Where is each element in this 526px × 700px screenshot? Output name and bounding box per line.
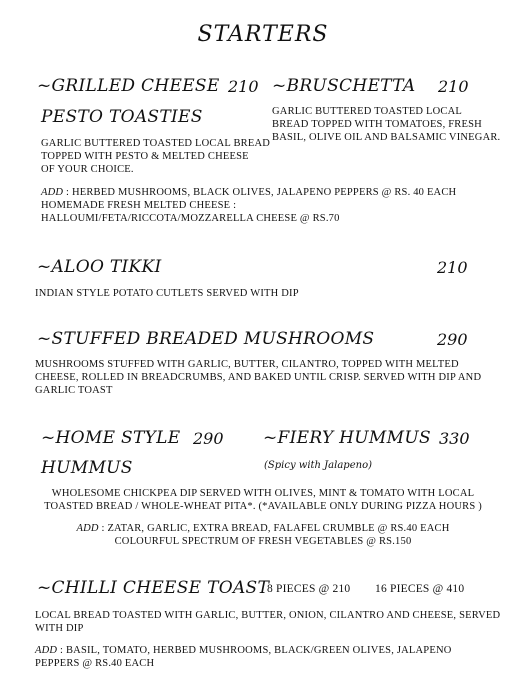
chilli-add-line2: PEPPERS @ RS.40 EACH bbox=[35, 658, 155, 669]
aloo-tikki-desc: INDIAN STYLE POTATO CUTLETS SERVED WITH DIP bbox=[35, 288, 299, 299]
grilled-add-line2: HOMEMADE FRESH MELTED CHEESE : bbox=[41, 200, 237, 211]
grilled-cheese-desc-2: TOPPED WITH PESTO & MELTED CHEESE bbox=[41, 151, 249, 162]
chilli-cheese-price-8: 8 PIECES @ 210 bbox=[267, 583, 351, 595]
home-hummus-name-line2: HUMMUS bbox=[41, 458, 133, 478]
bruschetta-desc-2: BREAD TOPPED WITH TOMATOES, FRESH bbox=[272, 119, 482, 130]
chilli-add-label: ADD bbox=[35, 645, 58, 656]
grilled-add-line1 bbox=[41, 186, 456, 199]
stuffed-mushrooms-price: 290 bbox=[437, 330, 468, 349]
menu-title: STARTERS bbox=[197, 22, 329, 47]
hummus-add-line2: COLOURFUL SPECTRUM OF FRESH VEGETABLES @ RS.150 bbox=[114, 536, 412, 547]
home-hummus-price: 290 bbox=[193, 429, 224, 448]
chilli-cheese-name: ~CHILLI CHEESE TOAST bbox=[37, 578, 270, 598]
hummus-add-text: : ZATAR, GARLIC, EXTRA BREAD, FALAFEL CRUMBLE @ RS.40 EACH bbox=[101, 523, 450, 534]
chilli-add-text: : BASIL, TOMATO, HERBED MUSHROOMS, BLACK/GREEN OLIVES, JALAPENO bbox=[60, 645, 452, 656]
fiery-hummus-note: (Spicy with Jalapeno) bbox=[264, 460, 372, 471]
bruschetta-name: ~BRUSCHETTA bbox=[272, 76, 416, 96]
aloo-tikki-name: ~ALOO TIKKI bbox=[37, 257, 162, 277]
home-hummus-name-line1: ~HOME STYLE bbox=[41, 428, 181, 448]
stuffed-mushrooms-desc-3: GARLIC TOAST bbox=[35, 385, 113, 396]
grilled-add-label: ADD bbox=[41, 187, 64, 198]
fiery-hummus-price: 330 bbox=[439, 429, 470, 448]
grilled-add-text: : HERBED MUSHROOMS, BLACK OLIVES, JALAPENO PEPPERS @ RS. 40 EACH bbox=[66, 187, 457, 198]
grilled-cheese-desc-1: GARLIC BUTTERED TOASTED LOCAL BREAD bbox=[41, 138, 271, 149]
chilli-add-line1 bbox=[35, 644, 452, 657]
stuffed-mushrooms-desc-1: MUSHROOMS STUFFED WITH GARLIC, BUTTER, CILANTRO, TOPPED WITH MELTED bbox=[35, 359, 459, 370]
hummus-add-line1 bbox=[0, 522, 526, 535]
stuffed-mushrooms-desc-2: CHEESE, ROLLED IN BREADCRUMBS, AND BAKED UNTIL CRISP. SERVED WITH DIP AND bbox=[35, 372, 482, 383]
bruschetta-desc-3: BASIL, OLIVE OIL AND BALSAMIC VINEGAR. bbox=[272, 132, 501, 143]
chilli-cheese-desc-2: WITH DIP bbox=[35, 623, 84, 634]
chilli-cheese-desc-1: LOCAL BREAD TOASTED WITH GARLIC, BUTTER, ONION, CILANTRO AND CHEESE, SERVED bbox=[35, 610, 501, 621]
grilled-cheese-name-line1: ~GRILLED CHEESE bbox=[37, 76, 220, 96]
fiery-hummus-name: ~FIERY HUMMUS bbox=[263, 428, 431, 448]
hummus-add-label: ADD bbox=[76, 523, 99, 534]
bruschetta-desc-1: GARLIC BUTTERED TOASTED LOCAL bbox=[272, 106, 463, 117]
grilled-cheese-name-line2: PESTO TOASTIES bbox=[41, 107, 203, 127]
stuffed-mushrooms-name: ~STUFFED BREADED MUSHROOMS bbox=[37, 329, 375, 349]
grilled-add-line3: HALLOUMI/FETA/RICCOTA/MOZZARELLA CHEESE @ RS.70 bbox=[41, 213, 340, 224]
hummus-desc-2: TOASTED BREAD / WHOLE-WHEAT PITA*. (*AVAILABLE ONLY DURING PIZZA HOURS ) bbox=[44, 501, 482, 512]
bruschetta-price: 210 bbox=[438, 77, 469, 96]
grilled-cheese-desc-3: OF YOUR CHOICE. bbox=[41, 164, 134, 175]
grilled-cheese-price: 210 bbox=[228, 77, 259, 96]
aloo-tikki-price: 210 bbox=[437, 258, 468, 277]
chilli-cheese-price-16: 16 PIECES @ 410 bbox=[375, 583, 465, 595]
hummus-desc-1: WHOLESOME CHICKPEA DIP SERVED WITH OLIVES, MINT & TOMATO WITH LOCAL bbox=[51, 488, 475, 499]
